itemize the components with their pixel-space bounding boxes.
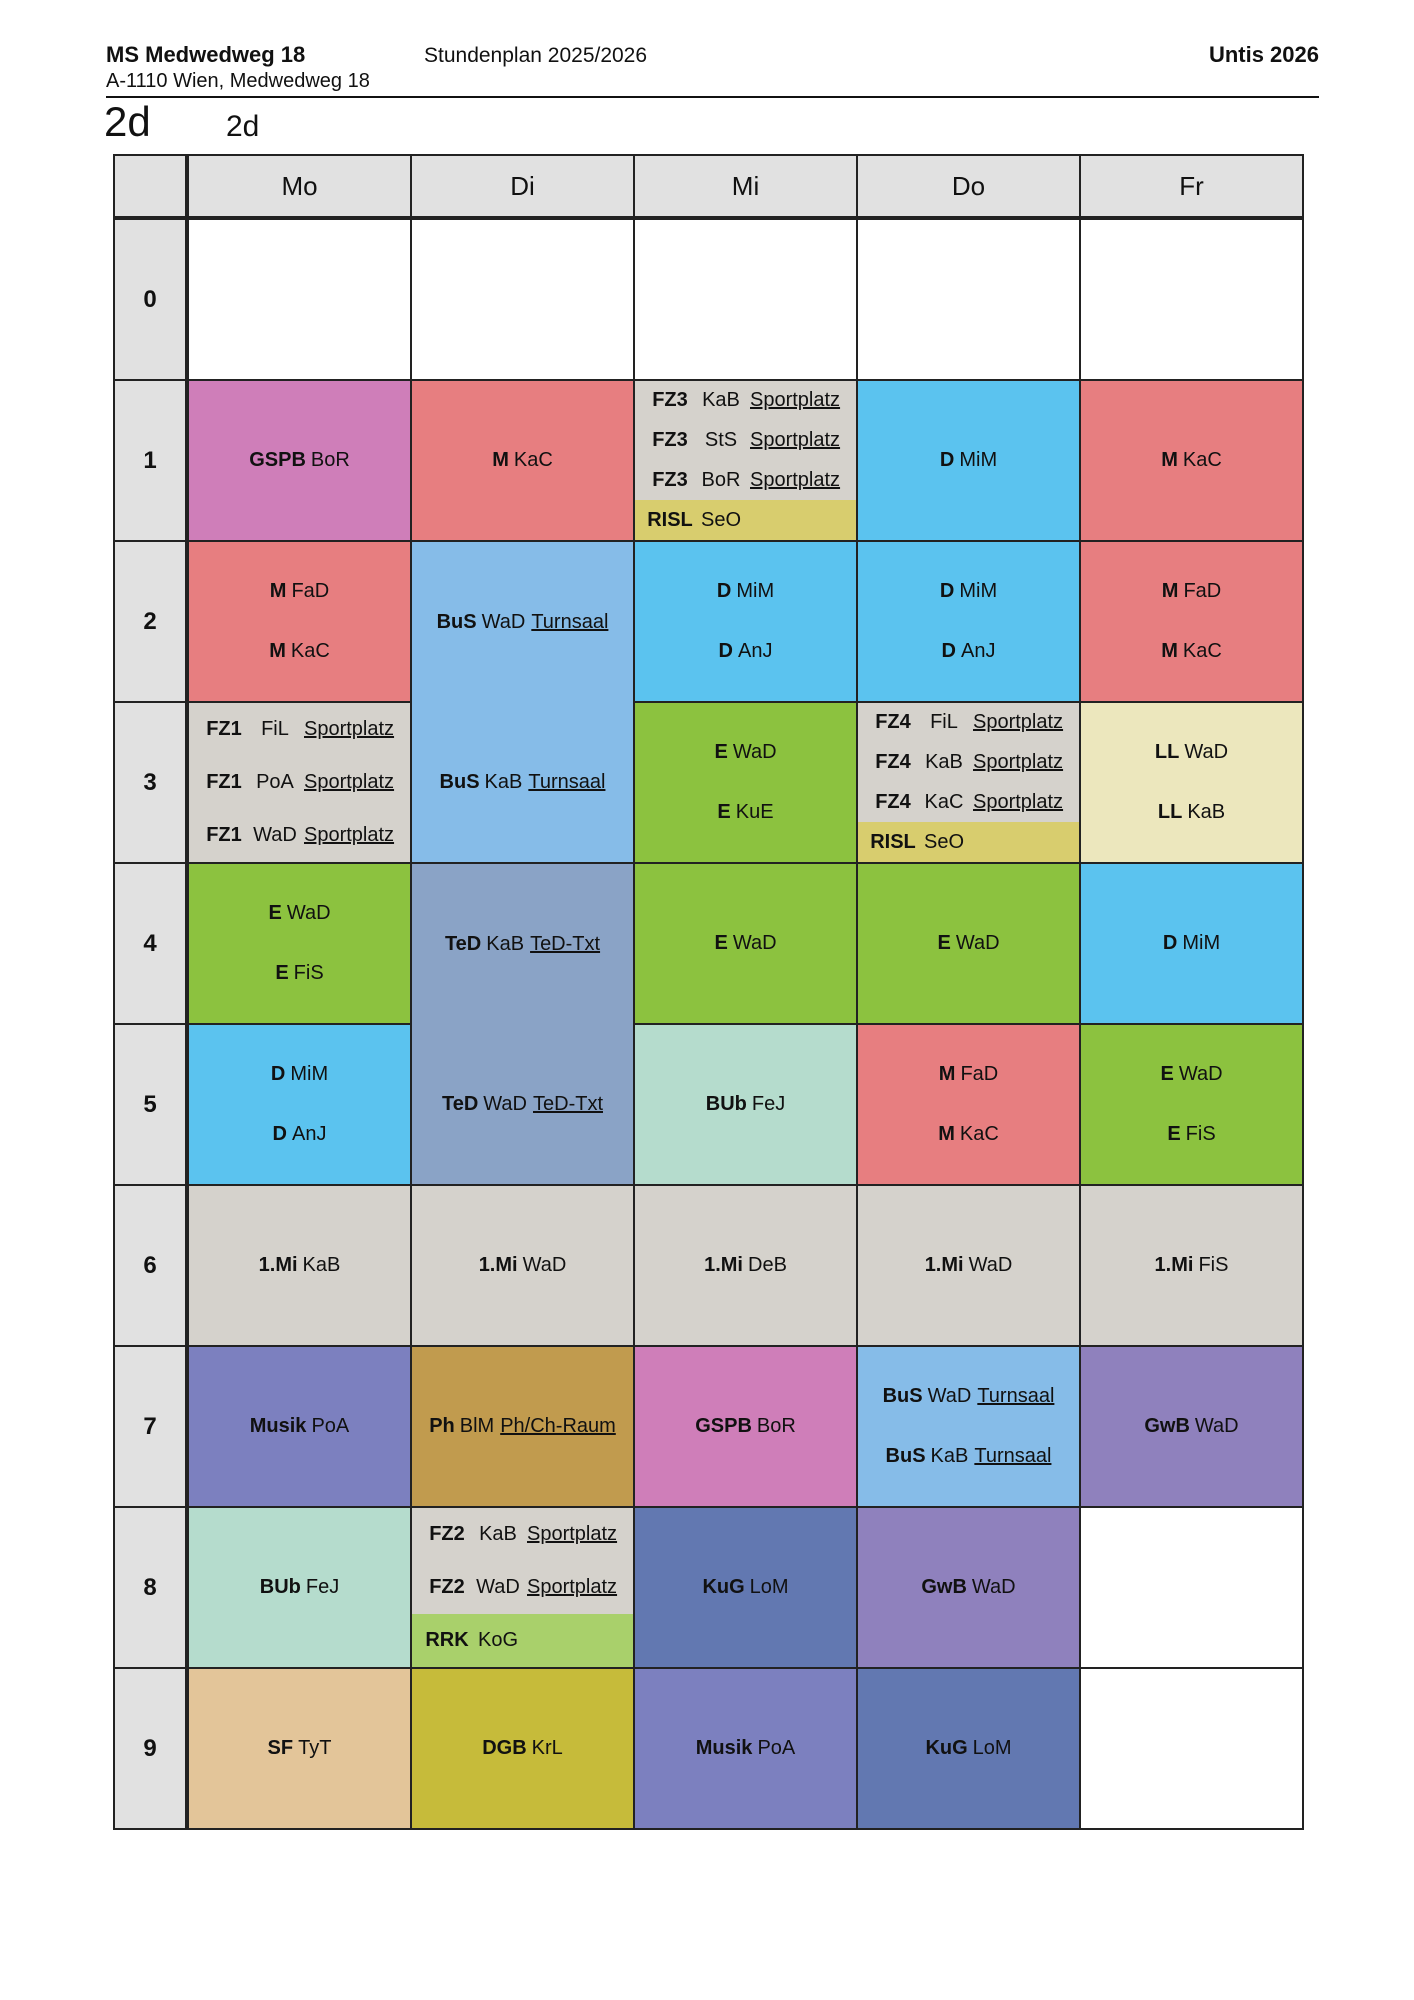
subject: M	[1161, 640, 1178, 663]
lesson-entry	[1161, 640, 1222, 663]
lesson-cell	[857, 702, 1080, 863]
period-label: 0	[114, 218, 187, 380]
subject: D	[716, 579, 732, 602]
subject: TeD	[441, 1092, 479, 1115]
period-row-2	[114, 541, 1303, 702]
period-label: 2	[114, 541, 187, 702]
day-header-fr: Fr	[1080, 155, 1303, 218]
lesson-entry	[412, 1614, 633, 1667]
room: Sportplatz	[750, 429, 841, 452]
teacher: FiL	[261, 718, 289, 740]
subject: D	[270, 1062, 286, 1085]
period-row-3	[114, 702, 1303, 863]
period-row-7	[114, 1346, 1303, 1507]
teacher: KaB	[702, 389, 740, 412]
lesson-entry	[260, 1576, 339, 1599]
lesson-cell	[187, 380, 411, 541]
teacher: BoR	[310, 449, 350, 471]
teacher: LoM	[749, 1576, 789, 1598]
lesson-entry	[695, 1415, 796, 1438]
subject: M	[1161, 579, 1179, 602]
lesson-entry	[1144, 1415, 1238, 1438]
teacher: WaD	[1184, 740, 1229, 763]
teacher: KaC	[513, 449, 553, 471]
teacher: AnJ	[737, 640, 773, 663]
lesson-entry	[858, 743, 1079, 783]
teacher: PoA	[311, 1415, 350, 1437]
teacher: FeJ	[751, 1093, 786, 1115]
subject: E	[1160, 1062, 1174, 1085]
period-label: 1	[114, 380, 187, 541]
lesson-cell	[634, 1507, 857, 1668]
lesson-entry	[714, 741, 776, 764]
lesson-cell	[634, 1024, 857, 1185]
lesson-cell	[634, 1668, 857, 1829]
subject: Musik	[695, 1737, 753, 1759]
day-header-do: Do	[857, 155, 1080, 218]
subject: E	[714, 740, 728, 763]
school-name: MS Medwedweg 18	[106, 42, 306, 67]
lesson-entry	[702, 1576, 788, 1599]
teacher: PoA	[757, 1737, 796, 1759]
room: TeD-Txt	[530, 932, 601, 955]
plan-title: Stundenplan 2025/2026	[424, 44, 648, 67]
lesson-cell	[187, 863, 411, 1024]
period-row-0	[114, 218, 1303, 380]
subject: GwB	[921, 1576, 967, 1598]
subject: D	[1162, 932, 1178, 954]
subject: FZ4	[875, 711, 911, 734]
lesson-entry	[482, 1737, 563, 1760]
subject: FZ2	[429, 1523, 465, 1545]
subject: KuG	[925, 1737, 968, 1759]
lesson-entry	[1167, 1123, 1215, 1146]
teacher: FiS	[1185, 1123, 1216, 1146]
lesson-entry	[925, 1254, 1013, 1277]
teacher: BoR	[756, 1415, 796, 1437]
room: Sportplatz	[304, 771, 395, 793]
lesson-entry	[921, 1576, 1015, 1599]
lesson-cell	[1080, 1668, 1303, 1829]
teacher: DeB	[748, 1254, 787, 1276]
room: Turnsaal	[977, 1384, 1055, 1407]
school-address: A-1110 Wien, Medwedweg 18	[106, 70, 370, 92]
teacher: BoR	[701, 468, 741, 491]
teacher: LoM	[972, 1737, 1012, 1759]
subject: FZ3	[652, 468, 688, 491]
lesson-cell	[857, 218, 1080, 380]
period-label: 7	[114, 1346, 187, 1507]
lesson-entry	[270, 580, 329, 603]
subject: 1.Mi	[1154, 1254, 1194, 1276]
room: Sportplatz	[527, 1576, 618, 1598]
lesson-cell	[634, 1185, 857, 1346]
lesson-cell	[411, 1346, 634, 1507]
subject: FZ3	[652, 389, 688, 412]
subject: M	[1161, 449, 1178, 471]
subject: E	[714, 932, 728, 954]
lesson-cell	[411, 380, 634, 541]
period-label: 5	[114, 1024, 187, 1185]
lesson-cell	[634, 218, 857, 380]
lesson-entry	[412, 1561, 633, 1614]
teacher: FaD	[960, 1062, 999, 1085]
lesson-entry	[189, 703, 410, 756]
subject: FZ2	[429, 1576, 465, 1598]
subject: FZ1	[206, 771, 242, 793]
subject: DGB	[482, 1737, 527, 1759]
period-row-9	[114, 1668, 1303, 1829]
lesson-entry	[883, 1385, 1055, 1408]
subject: RISL	[870, 830, 916, 853]
teacher: WaD	[1194, 1415, 1239, 1437]
subject: M	[269, 640, 286, 663]
lesson-entry	[1155, 741, 1228, 764]
teacher: KaC	[290, 640, 330, 663]
lesson-entry	[189, 756, 410, 809]
lesson-cell	[1080, 702, 1303, 863]
teacher: KaC	[1182, 640, 1222, 663]
teacher: FiS	[293, 962, 324, 985]
teacher: WaD	[253, 824, 297, 846]
lesson-cell	[187, 1346, 411, 1507]
lesson-entry	[939, 1063, 998, 1086]
lesson-entry	[1155, 1254, 1229, 1277]
lesson-cell	[187, 1024, 411, 1185]
lesson-cell	[857, 380, 1080, 541]
lesson-cell	[857, 1507, 1080, 1668]
subject: E	[717, 801, 731, 824]
lesson-cell	[411, 863, 634, 1024]
lesson-entry	[704, 1254, 787, 1277]
lesson-cell	[411, 541, 634, 702]
room: Sportplatz	[750, 468, 841, 491]
subject: D	[718, 640, 733, 663]
lesson-cell	[857, 1346, 1080, 1507]
teacher: KaC	[1182, 449, 1222, 471]
subject: E	[1167, 1123, 1181, 1146]
period-label: 4	[114, 863, 187, 1024]
lesson-cell	[857, 541, 1080, 702]
subject: BUb	[259, 1576, 301, 1598]
lesson-entry	[635, 500, 856, 540]
room: Sportplatz	[750, 389, 841, 412]
day-header-mo: Mo	[187, 155, 411, 218]
teacher: MiM	[736, 579, 775, 602]
subject: E	[275, 962, 289, 985]
room: Sportplatz	[973, 790, 1064, 813]
lesson-cell	[411, 1024, 634, 1185]
lesson-cell	[857, 863, 1080, 1024]
period-label: 9	[114, 1668, 187, 1829]
lesson-entry	[937, 932, 999, 955]
teacher: MiM	[959, 449, 998, 471]
teacher: WaD	[1178, 1062, 1223, 1085]
lesson-entry	[717, 801, 773, 824]
lesson-entry	[635, 461, 856, 501]
subject: D	[272, 1123, 287, 1146]
teacher: KaB	[479, 1523, 517, 1545]
day-header-mi: Mi	[634, 155, 857, 218]
subject: E	[937, 932, 951, 954]
period-row-1	[114, 380, 1303, 541]
period-row-5	[114, 1024, 1303, 1185]
subject: SF	[267, 1737, 294, 1759]
lesson-entry	[249, 449, 350, 472]
teacher: FiL	[930, 711, 958, 734]
teacher: KaB	[302, 1254, 341, 1276]
subject: FZ4	[875, 790, 911, 813]
header-rule	[106, 96, 1319, 98]
lesson-cell	[1080, 1507, 1303, 1668]
corner-cell	[114, 155, 187, 218]
period-label: 3	[114, 702, 187, 863]
room: Turnsaal	[974, 1445, 1052, 1468]
lesson-entry	[271, 1063, 328, 1086]
lesson-entry	[696, 1737, 796, 1760]
lesson-entry	[635, 421, 856, 461]
period-row-8	[114, 1507, 1303, 1668]
subject: FZ1	[206, 824, 242, 846]
class-name-small: 2d	[226, 110, 260, 143]
subject: TeD	[444, 932, 482, 955]
teacher: WaD	[732, 932, 777, 954]
lesson-cell	[857, 1668, 1080, 1829]
subject: GwB	[1144, 1415, 1190, 1437]
room: Sportplatz	[304, 718, 395, 740]
teacher: KaB	[930, 1445, 969, 1468]
lesson-entry	[940, 580, 997, 603]
lesson-cell	[187, 1185, 411, 1346]
lesson-entry	[412, 1508, 633, 1561]
teacher: AnJ	[291, 1123, 327, 1146]
teacher: WaD	[522, 1254, 567, 1276]
lesson-cell	[411, 1507, 634, 1668]
lesson-entry	[437, 611, 609, 634]
teacher: WaD	[732, 740, 777, 763]
teacher: FaD	[1183, 579, 1222, 602]
teacher: KuE	[735, 801, 774, 824]
subject: GSPB	[249, 449, 306, 471]
lesson-entry	[275, 962, 323, 985]
lesson-entry	[250, 1415, 350, 1438]
teacher: KoG	[477, 1629, 519, 1651]
teacher: KaC	[959, 1123, 999, 1146]
subject: 1.Mi	[924, 1254, 964, 1276]
lesson-entry	[273, 1123, 327, 1146]
teacher: KaB	[925, 751, 963, 774]
lesson-entry	[442, 1093, 603, 1116]
subject: E	[268, 901, 282, 924]
teacher: AnJ	[960, 640, 996, 663]
teacher: KaB	[484, 770, 523, 793]
teacher: FeJ	[305, 1576, 340, 1598]
day-header-di: Di	[411, 155, 634, 218]
subject: FZ4	[875, 751, 911, 774]
room: Turnsaal	[528, 770, 606, 793]
subject: 1.Mi	[704, 1254, 743, 1276]
subject: 1.Mi	[258, 1254, 298, 1276]
lesson-entry	[269, 640, 330, 663]
teacher: SeO	[700, 508, 742, 531]
lesson-cell	[1080, 541, 1303, 702]
period-label: 8	[114, 1507, 187, 1668]
room: Sportplatz	[973, 751, 1064, 774]
class-name-large: 2d	[104, 98, 151, 145]
lesson-entry	[706, 1093, 785, 1116]
lesson-cell	[857, 1024, 1080, 1185]
lesson-cell	[187, 1668, 411, 1829]
teacher: TyT	[298, 1737, 332, 1759]
teacher: WaD	[968, 1254, 1013, 1276]
lesson-entry	[942, 640, 996, 663]
subject: M	[938, 1123, 955, 1146]
lesson-entry	[1160, 1063, 1222, 1086]
lesson-entry	[492, 449, 553, 472]
lesson-entry	[268, 1737, 332, 1760]
subject: Musik	[249, 1415, 307, 1437]
subject: D	[939, 449, 955, 471]
lesson-entry	[1163, 932, 1220, 955]
lesson-entry	[635, 381, 856, 421]
lesson-cell	[411, 1185, 634, 1346]
lesson-cell	[634, 541, 857, 702]
subject: BUb	[705, 1093, 747, 1115]
lesson-cell	[187, 702, 411, 863]
lesson-cell	[1080, 380, 1303, 541]
subject: BuS	[439, 770, 480, 793]
subject: D	[939, 579, 955, 602]
room: Sportplatz	[527, 1523, 618, 1545]
lesson-cell	[411, 218, 634, 380]
teacher: PoA	[256, 771, 294, 793]
subject: D	[941, 640, 956, 663]
lesson-cell	[634, 863, 857, 1024]
lesson-entry	[858, 822, 1079, 862]
subject: M	[938, 1062, 956, 1085]
teacher: BlM	[459, 1415, 495, 1437]
subject: LL	[1157, 801, 1183, 824]
lesson-cell	[1080, 1185, 1303, 1346]
lesson-entry	[429, 1415, 616, 1438]
lesson-entry	[440, 771, 606, 794]
subject: M	[492, 449, 509, 471]
subject: FZ3	[652, 429, 688, 452]
lesson-cell	[634, 1346, 857, 1507]
teacher: WaD	[481, 610, 526, 633]
lesson-entry	[858, 783, 1079, 823]
lesson-cell	[634, 380, 857, 541]
teacher: MiM	[1182, 932, 1221, 954]
software-name: Untis 2026	[1208, 42, 1319, 67]
teacher: KaB	[1187, 801, 1226, 824]
timetable-header-row	[114, 155, 1303, 218]
subject: M	[269, 579, 287, 602]
lesson-cell	[411, 702, 634, 863]
lesson-cell	[187, 541, 411, 702]
room: Sportplatz	[973, 711, 1064, 734]
lesson-cell	[634, 702, 857, 863]
lesson-entry	[268, 902, 330, 925]
teacher: WaD	[971, 1576, 1016, 1598]
lesson-entry	[445, 933, 600, 956]
subject: LL	[1154, 740, 1180, 763]
lesson-cell	[1080, 1346, 1303, 1507]
lesson-entry	[925, 1737, 1011, 1760]
teacher: WaD	[286, 901, 331, 924]
room: Ph/Ch-Raum	[500, 1415, 616, 1437]
teacher: MiM	[959, 579, 998, 602]
subject: RRK	[425, 1629, 469, 1651]
subject: KuG	[702, 1576, 745, 1598]
teacher: MiM	[290, 1062, 329, 1085]
teacher: WaD	[955, 932, 1000, 954]
teacher: KaC	[924, 790, 964, 813]
lesson-cell	[1080, 863, 1303, 1024]
subject: Ph	[429, 1415, 455, 1437]
lesson-entry	[714, 932, 776, 955]
subject: BuS	[436, 610, 477, 633]
room: TeD-Txt	[533, 1092, 603, 1115]
lesson-entry	[1161, 449, 1222, 472]
lesson-cell	[187, 1507, 411, 1668]
lesson-cell	[187, 218, 411, 380]
teacher: FaD	[291, 579, 330, 602]
lesson-entry	[886, 1445, 1052, 1468]
lesson-entry	[479, 1254, 567, 1277]
subject: BuS	[885, 1445, 926, 1468]
teacher: WaD	[483, 1092, 527, 1115]
lesson-cell	[857, 1185, 1080, 1346]
period-row-4	[114, 863, 1303, 1024]
teacher: SeO	[923, 830, 965, 853]
lesson-entry	[719, 640, 773, 663]
teacher: FiS	[1198, 1254, 1229, 1276]
lesson-entry	[717, 580, 774, 603]
teacher: KrL	[531, 1737, 563, 1759]
lesson-entry	[189, 809, 410, 862]
lesson-entry	[259, 1254, 341, 1277]
subject: FZ1	[206, 718, 242, 740]
lesson-entry	[1158, 801, 1225, 824]
subject: 1.Mi	[478, 1254, 518, 1276]
period-label: 6	[114, 1185, 187, 1346]
lesson-entry	[938, 1123, 999, 1146]
lesson-cell	[411, 1668, 634, 1829]
subject: GSPB	[695, 1415, 752, 1437]
subject: RISL	[647, 508, 693, 531]
subject: BuS	[882, 1384, 923, 1407]
teacher: WaD	[927, 1384, 972, 1407]
teacher: WaD	[476, 1576, 520, 1598]
teacher: StS	[704, 429, 738, 452]
room: Turnsaal	[531, 610, 609, 633]
period-row-6	[114, 1185, 1303, 1346]
lesson-entry	[940, 449, 997, 472]
lesson-entry	[858, 703, 1079, 743]
timetable	[113, 154, 1304, 1830]
lesson-entry	[1162, 580, 1221, 603]
lesson-cell	[1080, 218, 1303, 380]
lesson-cell	[1080, 1024, 1303, 1185]
teacher: KaB	[486, 932, 525, 955]
room: Sportplatz	[304, 824, 395, 846]
